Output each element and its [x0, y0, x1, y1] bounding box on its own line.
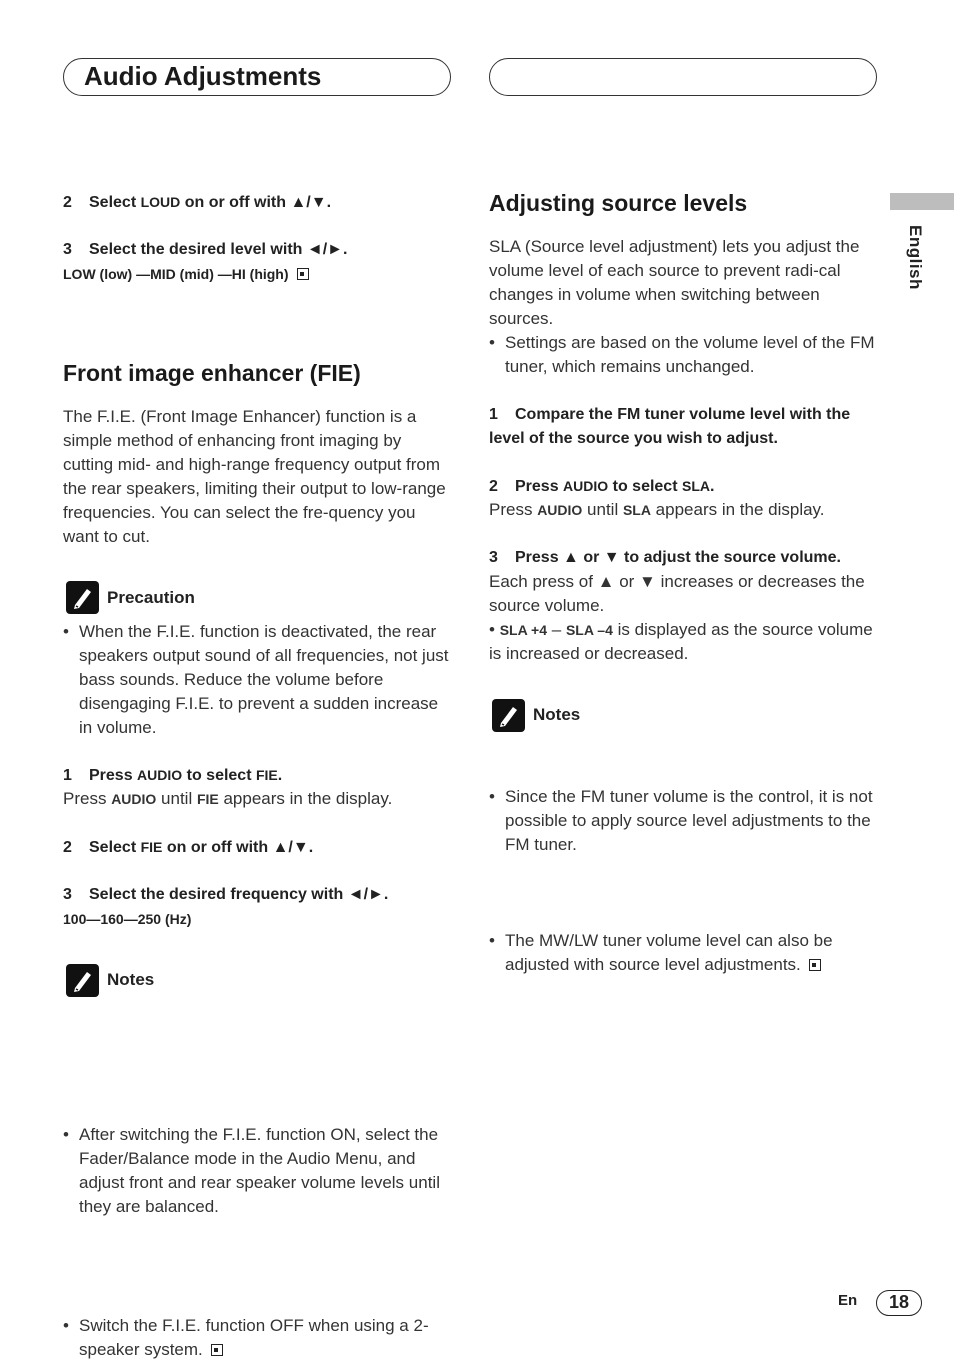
step-text: Select	[89, 194, 141, 211]
bullet-text: When the F.I.E. function is deactivated, the rear speakers output sound of all frequencies, not just bass sounds. Reduce the volume before disengaging F.I.E. to prevent a sudden increase in volume.	[79, 622, 449, 737]
note-pencil-icon	[66, 581, 99, 614]
step-text: to select	[608, 478, 682, 495]
loud-step-2	[63, 190, 453, 215]
sla-step-3-bullet	[489, 618, 881, 666]
display-code: FIE	[255, 767, 278, 783]
display-code: AUDIO	[111, 791, 157, 807]
note-bullet	[489, 929, 881, 977]
fie-step-3	[63, 883, 453, 907]
level-code: HI	[231, 266, 246, 282]
body-text: appears in the display.	[218, 789, 393, 808]
step-text: on or off with ▲/▼.	[180, 194, 332, 211]
fie-description: The F.I.E. (Front Image Enhancer) function is a simple method of enhancing front imaging by cutting mid- and high-range frequency output from the rear speakers, limiting their output to low-range frequencies. You can select the fre-quency you want to cut.	[63, 407, 446, 546]
end-mark-icon	[211, 1344, 223, 1356]
display-code: AUDIO	[563, 478, 609, 494]
sla-intro: SLA (Source level adjustment) lets you adjust the volume level of each source to prevent radi-cal changes in volume when switching between sources.	[489, 237, 860, 328]
frequency-list: 100—160—250 (Hz)	[63, 911, 192, 927]
fie-step-1-body	[63, 787, 453, 811]
display-code: LOUD	[140, 194, 181, 210]
precaution-label: Precaution	[107, 588, 195, 607]
display-code: FIE	[140, 839, 163, 855]
bullet-dot: •	[63, 1125, 69, 1144]
notes-label: Notes	[107, 970, 155, 989]
language-tab-bar	[890, 193, 954, 210]
step-text: Press	[89, 767, 138, 784]
page-title: Audio Adjustments	[84, 61, 322, 91]
step-number: 2	[489, 478, 498, 495]
display-code: SLA	[681, 478, 710, 494]
bullet-dot: •	[63, 1316, 69, 1335]
step-number: 3	[63, 886, 72, 903]
step-number: 2	[63, 194, 72, 211]
step-number: 3	[489, 549, 498, 566]
display-code: AUDIO	[137, 767, 183, 783]
step-text: Select the desired frequency with ◄/►.	[89, 886, 389, 903]
step-text: Compare the FM tuner volume level with the level of the source you wish to adjust.	[489, 406, 851, 447]
bullet-dot: •	[489, 333, 495, 352]
end-mark-icon	[297, 268, 309, 280]
step-text: to select	[182, 767, 256, 784]
body-text: –	[547, 620, 566, 639]
precaution-bullet	[63, 620, 453, 740]
end-mark-icon	[809, 959, 821, 971]
step-number: 1	[489, 406, 498, 423]
fie-heading: Front image enhancer (FIE)	[63, 360, 361, 386]
level-code: LOW	[63, 266, 96, 282]
language-label: English	[906, 225, 925, 290]
fie-step-2	[63, 835, 453, 860]
step-text: Select the desired level with ◄/►.	[89, 241, 348, 258]
level-desc: (low) —	[95, 266, 151, 282]
note-pencil-icon	[492, 699, 525, 732]
step-number: 3	[63, 241, 72, 258]
bullet-text: After switching the F.I.E. function ON, select the Fader/Balance mode in the Audio Menu, and adjust front and rear speaker volume levels until they are balanced.	[79, 1125, 440, 1216]
bullet-text: The MW/LW tuner volume level can also be adjusted with source level adjustments.	[505, 931, 833, 974]
body-text: Press	[489, 500, 538, 519]
bullet-text: Switch the F.I.E. function OFF when using a 2-speaker system.	[79, 1316, 429, 1359]
bullet-text: Since the FM tuner volume is the control, it is not possible to apply source level adjustments to the FM tuner.	[505, 787, 873, 854]
bullet-dot: •	[489, 787, 495, 806]
sla-step-1	[489, 403, 881, 451]
note-bullet	[489, 785, 881, 857]
body-text: until	[156, 789, 197, 808]
display-code: SLA –4	[565, 622, 613, 638]
sla-heading: Adjusting source levels	[489, 190, 748, 216]
note-bullet	[63, 1123, 453, 1219]
sla-step-2-body	[489, 498, 881, 522]
loud-step-3	[63, 238, 453, 262]
display-code: FIE	[196, 791, 219, 807]
loud-level-list	[63, 262, 453, 286]
body-text: is displayed as the source volume is increased or decreased.	[489, 620, 873, 663]
note-pencil-icon	[66, 964, 99, 997]
body-text: Press	[63, 789, 112, 808]
right-column	[489, 0, 881, 974]
bullet-dot: •	[489, 931, 495, 950]
footer-language: En	[838, 1292, 858, 1309]
bullet-dot: •	[489, 620, 500, 639]
sla-step-3	[489, 546, 881, 570]
sla-step-2	[489, 474, 881, 499]
display-code: SLA	[622, 502, 651, 518]
fie-step-1	[63, 763, 453, 788]
body-text: until	[582, 500, 623, 519]
bullet-text: Settings are based on the volume level of the FM tuner, which remains unchanged.	[505, 333, 875, 376]
step-number: 2	[63, 839, 72, 856]
language-tab	[889, 225, 941, 317]
display-code: AUDIO	[537, 502, 583, 518]
left-column	[63, 0, 453, 1359]
sla-intro-bullet	[489, 331, 881, 379]
bullet-dot: •	[63, 622, 69, 641]
step-text: Press ▲ or ▼ to adjust the source volume.	[515, 549, 841, 566]
step-text: Press	[515, 478, 564, 495]
level-desc: (mid) —	[175, 266, 232, 282]
page-number: 18	[876, 1290, 922, 1316]
display-code: SLA +4	[499, 622, 548, 638]
step-text: .	[277, 767, 283, 784]
step-number: 1	[63, 767, 72, 784]
step-text: on or off with ▲/▼.	[162, 839, 314, 856]
sla-step-3-body: Each press of ▲ or ▼ increases or decreases the source volume.	[489, 572, 865, 615]
notes-label: Notes	[533, 705, 581, 724]
level-desc: (high)	[245, 266, 289, 282]
step-text: Select	[89, 839, 141, 856]
body-text: appears in the display.	[650, 500, 825, 519]
step-text: .	[709, 478, 715, 495]
level-code: MID	[150, 266, 176, 282]
